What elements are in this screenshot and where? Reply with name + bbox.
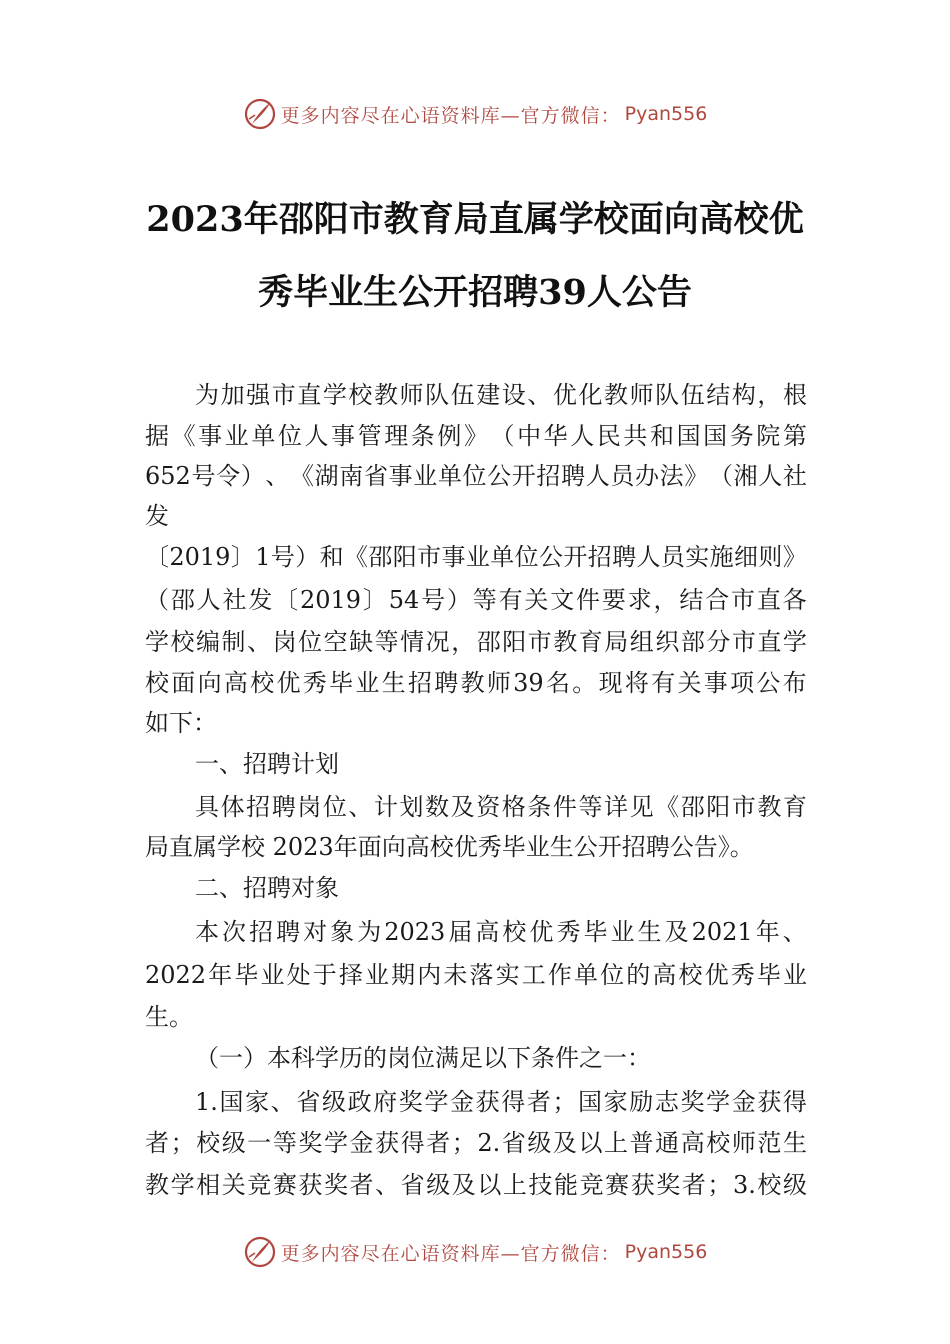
section-heading: 一、招聘计划 [195, 750, 339, 778]
document-title-line-1: 2023年邵阳市教育局直属学校面向高校优 [146, 199, 804, 240]
body-line: 生。 [145, 1003, 193, 1031]
quill-logo-icon [243, 97, 277, 131]
body-line: 为 加 强 市 直 学 校 教 师 队 伍 建 设 、 优 化 教 师 队 伍 结 构 ， 根 [195, 381, 807, 409]
body-line: 652 号 令 ） 、 《 湖 南 省 事 业 单 位 公 开 招 聘 人 员 办 法 》 （ 湘 人 社 [145, 462, 807, 490]
body-line: 〔 2019 〕 1 号 ） 和 《 邵 阳 市 事 业 单 位 公 开 招 聘 人 员 实 施 细 则 》 [145, 543, 807, 571]
watermark-wechat-id: Pyan556 [624, 1241, 708, 1263]
body-line: 如下： [145, 709, 217, 737]
body-line: 局直属学校 2023年面向高校优秀毕业生公开招聘公告》。 [145, 833, 754, 861]
subsection-heading: （一）本科学历的岗位满足以下条件之一： [195, 1044, 651, 1072]
body-line: 具 体 招 聘 岗 位 、 计 划 数 及 资 格 条 件 等 详 见 《 邵 阳 市 教 育 [195, 793, 807, 821]
body-line: 1. 国 家 、 省 级 政 府 奖 学 金 获 得 者 ； 国 家 励 志 奖 学 金 获 得 [195, 1088, 807, 1116]
watermark-text: 更多内容尽在心语资料库—官方微信： [280, 104, 621, 127]
body-line: 本 次 招 聘 对 象 为 2023 届 高 校 优 秀 毕 业 生 及 2021 年 、 [195, 918, 807, 946]
quill-logo-icon [243, 1235, 277, 1269]
header-watermark [0, 96, 950, 132]
body-line: 2022 年 毕 业 处 于 择 业 期 内 未 落 实 工 作 单 位 的 高 校 优 秀 毕 业 [145, 961, 807, 989]
watermark-wechat-id: Pyan556 [624, 103, 708, 125]
body-line: 发 [145, 502, 169, 530]
body-line: 者 ； 校 级 一 等 奖 学 金 获 得 者 ； 2. 省 级 及 以 上 普 通 高 校 师 范 生 [145, 1129, 807, 1157]
section-heading: 二、招聘对象 [195, 874, 339, 902]
body-line: （ 邵 人 社 发 〔 2019 〕 54 号 ） 等 有 关 文 件 要 求 ， 结 合 市 直 各 [145, 586, 807, 614]
body-line: 据 《 事 业 单 位 人 事 管 理 条 例 》 （ 中 华 人 民 共 和 国 国 务 院 第 [145, 422, 807, 450]
footer-watermark [0, 1234, 950, 1270]
watermark-text: 更多内容尽在心语资料库—官方微信： [280, 1242, 621, 1265]
body-line: 校 面 向 高 校 优 秀 毕 业 生 招 聘 教 师 39 名 。 现 将 有 关 事 项 公 布 [145, 669, 807, 697]
body-line: 教 学 相 关 竞 赛 获 奖 者 、 省 级 及 以 上 技 能 竞 赛 获 奖 者 ； 3. 校 级 [145, 1171, 807, 1199]
document-title-line-2: 秀毕业生公开招聘39人公告 [258, 272, 692, 313]
body-line: 学 校 编 制 、 岗 位 空 缺 等 情 况 ， 邵 阳 市 教 育 局 组 织 部 分 市 直 学 [145, 628, 807, 656]
